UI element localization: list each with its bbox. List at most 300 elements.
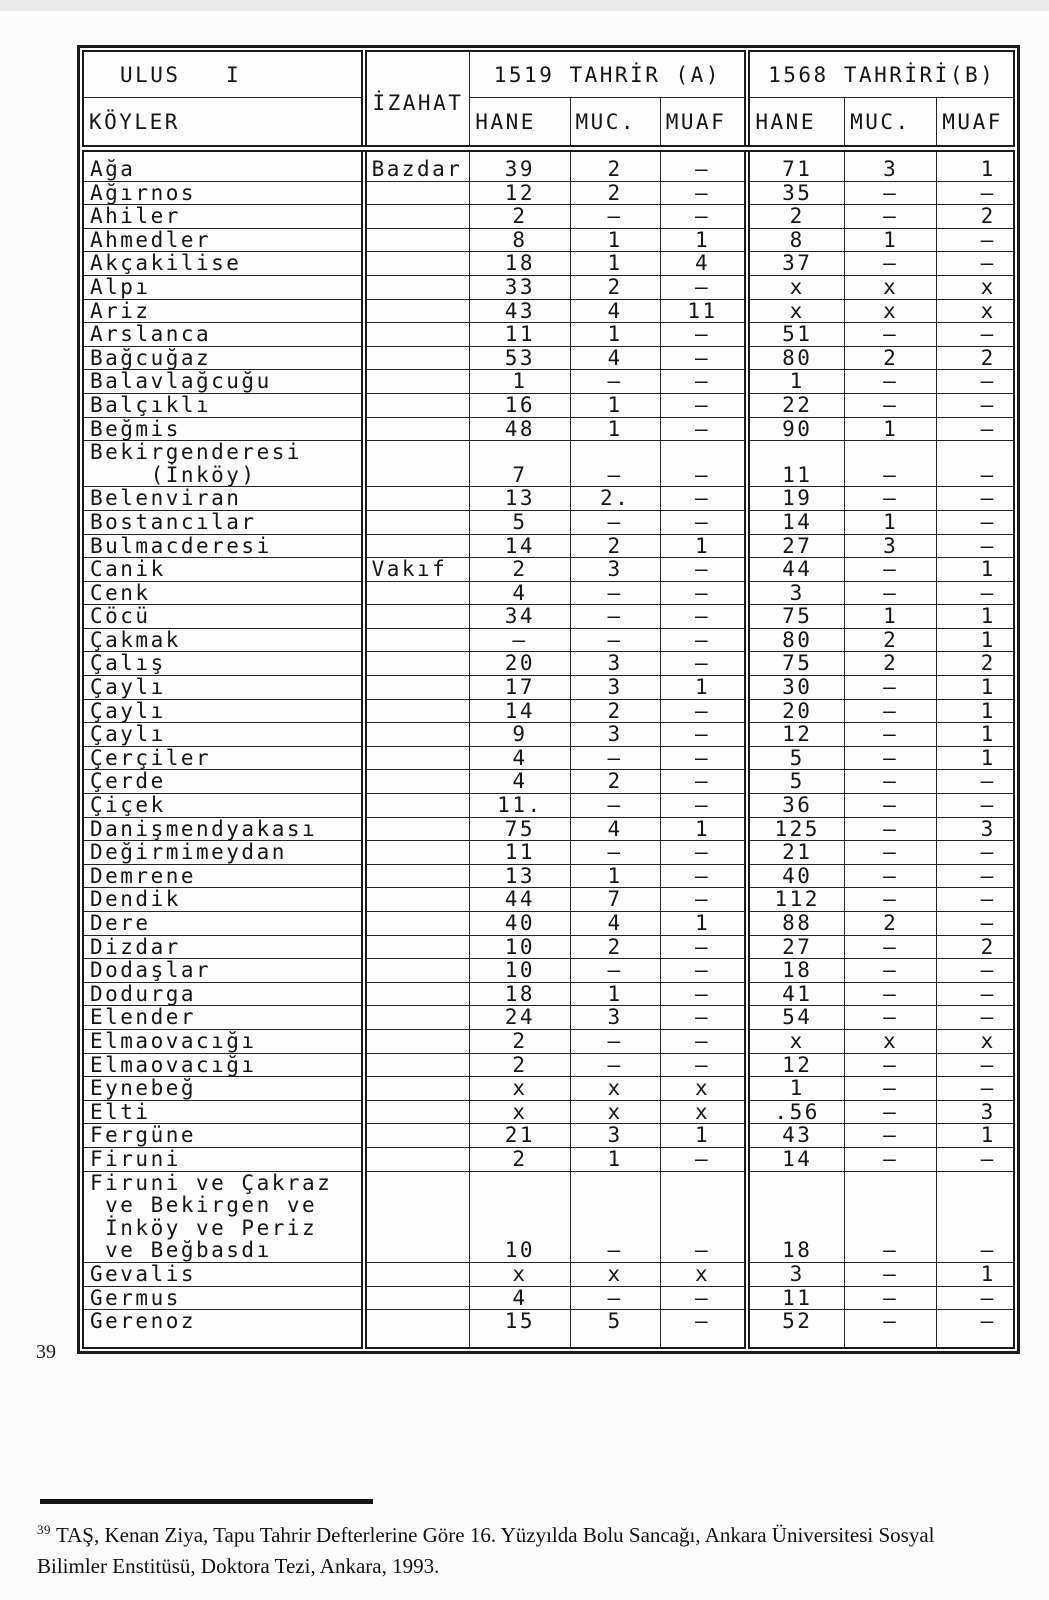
- muc-1519-cell: 4: [570, 912, 660, 936]
- izahat-cell: [364, 935, 470, 959]
- muaf-1519-cell: –: [660, 1147, 747, 1171]
- muaf-1519-cell: –: [660, 628, 747, 652]
- hane-1519-cell: 4: [470, 1286, 570, 1310]
- muaf-1568-cell: –: [937, 228, 1014, 252]
- table-row: [83, 323, 1014, 347]
- muc-1568-cell: –: [845, 1310, 937, 1348]
- izahat-cell: [364, 346, 470, 370]
- village-name: Firuni: [83, 1147, 364, 1171]
- table-row: [83, 652, 1014, 676]
- village-name: Dendik: [83, 888, 364, 912]
- muaf-1568-cell: 1: [937, 628, 1014, 652]
- muc-1519-cell: 2: [570, 699, 660, 723]
- column-header-hane-a: HANE: [470, 98, 570, 149]
- hane-1568-cell: 37: [747, 252, 844, 276]
- izahat-cell: [364, 1147, 470, 1171]
- muc-1568-cell: –: [845, 1262, 937, 1286]
- table-row: [83, 228, 1014, 252]
- muc-1519-cell: 2: [570, 770, 660, 794]
- hane-1568-cell: 75: [747, 652, 844, 676]
- hane-1568-cell: 27: [747, 534, 844, 558]
- muc-1568-cell: –: [845, 841, 937, 865]
- hane-1519-cell: 10: [470, 959, 570, 983]
- izahat-cell: [364, 676, 470, 700]
- village-name: Çaylı: [83, 723, 364, 747]
- hane-1568-cell: 12: [747, 723, 844, 747]
- muaf-1519-cell: x: [660, 1262, 747, 1286]
- hane-1568-cell: 2: [747, 205, 844, 229]
- muc-1568-cell: 3: [845, 149, 937, 182]
- izahat-cell: [364, 181, 470, 205]
- hane-1568-cell: 11: [747, 1286, 844, 1310]
- hane-1568-cell: 51: [747, 323, 844, 347]
- hane-1568-cell: 112: [747, 888, 844, 912]
- table-row: [83, 441, 1014, 487]
- muaf-1568-cell: 3: [937, 817, 1014, 841]
- hane-1519-cell: 11: [470, 841, 570, 865]
- izahat-cell: [364, 252, 470, 276]
- hane-1568-cell: 35: [747, 181, 844, 205]
- hane-1568-cell: 18: [747, 1171, 844, 1262]
- hane-1519-cell: 20: [470, 652, 570, 676]
- footnote-marker: 39: [37, 1522, 51, 1537]
- table-row: [83, 1310, 1014, 1348]
- column-header-muc-b: MUC.: [845, 98, 937, 149]
- village-name: Bekirgenderesi (İnköy): [83, 441, 364, 487]
- izahat-cell: [364, 888, 470, 912]
- hane-1519-cell: 48: [470, 417, 570, 441]
- table-row: [83, 888, 1014, 912]
- hane-1519-cell: 4: [470, 770, 570, 794]
- muc-1568-cell: –: [845, 1100, 937, 1124]
- muaf-1519-cell: –: [660, 1286, 747, 1310]
- muaf-1568-cell: –: [937, 1077, 1014, 1101]
- village-name: Alpı: [83, 275, 364, 299]
- hane-1568-cell: x: [747, 299, 844, 323]
- table-row: [83, 393, 1014, 417]
- village-name: Elti: [83, 1100, 364, 1124]
- izahat-cell: [364, 1262, 470, 1286]
- muaf-1519-cell: –: [660, 723, 747, 747]
- village-name: Bostancılar: [83, 510, 364, 534]
- hane-1568-cell: 41: [747, 982, 844, 1006]
- table-row: [83, 181, 1014, 205]
- column-header-izahat: İZAHAT: [364, 51, 470, 149]
- muaf-1568-cell: –: [937, 770, 1014, 794]
- muaf-1519-cell: –: [660, 149, 747, 182]
- muc-1568-cell: –: [845, 699, 937, 723]
- hane-1519-cell: 11: [470, 323, 570, 347]
- hane-1519-cell: 75: [470, 817, 570, 841]
- muaf-1568-cell: 1: [937, 746, 1014, 770]
- table-header: [83, 51, 1014, 149]
- table-row: [83, 935, 1014, 959]
- table-row: [83, 299, 1014, 323]
- muc-1568-cell: 1: [845, 417, 937, 441]
- muc-1519-cell: –: [570, 370, 660, 394]
- muaf-1568-cell: 1: [937, 1262, 1014, 1286]
- izahat-cell: [364, 864, 470, 888]
- muc-1568-cell: –: [845, 982, 937, 1006]
- muaf-1568-cell: 1: [937, 605, 1014, 629]
- village-name: Demrene: [83, 864, 364, 888]
- muaf-1519-cell: –: [660, 370, 747, 394]
- village-tax-register-table: [82, 50, 1015, 1349]
- muaf-1519-cell: –: [660, 558, 747, 582]
- village-name: Ariz: [83, 299, 364, 323]
- table-row: [83, 487, 1014, 511]
- table-row: [83, 370, 1014, 394]
- muc-1519-cell: x: [570, 1077, 660, 1101]
- village-name: Dodaşlar: [83, 959, 364, 983]
- muaf-1568-cell: 1: [937, 699, 1014, 723]
- muaf-1519-cell: –: [660, 181, 747, 205]
- izahat-cell: Bazdar: [364, 149, 470, 182]
- village-name: Çiçek: [83, 794, 364, 818]
- izahat-cell: [364, 1171, 470, 1262]
- muaf-1519-cell: –: [660, 441, 747, 487]
- muaf-1568-cell: 2: [937, 205, 1014, 229]
- hane-1519-cell: 43: [470, 299, 570, 323]
- muaf-1519-cell: –: [660, 581, 747, 605]
- table-header-row-groups: [83, 51, 1014, 98]
- table-row: [83, 676, 1014, 700]
- muaf-1568-cell: –: [937, 370, 1014, 394]
- izahat-cell: [364, 746, 470, 770]
- table-row: [83, 841, 1014, 865]
- village-name: Çaylı: [83, 676, 364, 700]
- muc-1519-cell: –: [570, 1029, 660, 1053]
- hane-1568-cell: 1: [747, 370, 844, 394]
- village-name: Dere: [83, 912, 364, 936]
- muc-1568-cell: –: [845, 581, 937, 605]
- muc-1568-cell: –: [845, 393, 937, 417]
- muaf-1568-cell: 2: [937, 935, 1014, 959]
- muc-1568-cell: x: [845, 1029, 937, 1053]
- hane-1519-cell: 13: [470, 487, 570, 511]
- hane-1519-cell: 7: [470, 441, 570, 487]
- village-name: Çerçiler: [83, 746, 364, 770]
- muaf-1519-cell: –: [660, 699, 747, 723]
- village-name: Beğmis: [83, 417, 364, 441]
- village-name: Elmaovacığı: [83, 1029, 364, 1053]
- muaf-1568-cell: –: [937, 534, 1014, 558]
- footnote-text-line1: TAŞ, Kenan Ziya, Tapu Tahrir Defterlerine Göre 16. Yüzyılda Bolu Sancağı, Ankara Üniversitesi Sosyal: [56, 1523, 935, 1547]
- hane-1519-cell: 12: [470, 181, 570, 205]
- hane-1519-cell: 17: [470, 676, 570, 700]
- muc-1568-cell: –: [845, 1171, 937, 1262]
- village-name: Belenviran: [83, 487, 364, 511]
- muc-1568-cell: –: [845, 935, 937, 959]
- table-row: [83, 746, 1014, 770]
- hane-1519-cell: 40: [470, 912, 570, 936]
- izahat-cell: [364, 817, 470, 841]
- izahat-cell: [364, 628, 470, 652]
- muc-1519-cell: –: [570, 794, 660, 818]
- table-row: [83, 1029, 1014, 1053]
- muaf-1568-cell: –: [937, 510, 1014, 534]
- muc-1568-cell: –: [845, 1124, 937, 1148]
- hane-1568-cell: 75: [747, 605, 844, 629]
- muc-1519-cell: –: [570, 205, 660, 229]
- village-name: Ağa: [83, 149, 364, 182]
- hane-1519-cell: 15: [470, 1310, 570, 1348]
- muaf-1519-cell: x: [660, 1100, 747, 1124]
- column-header-muaf-b: MUAF: [937, 98, 1014, 149]
- table-row: [83, 1147, 1014, 1171]
- village-name: Elmaovacığı: [83, 1053, 364, 1077]
- table-row: [83, 1006, 1014, 1030]
- table-row: [83, 1262, 1014, 1286]
- muaf-1519-cell: –: [660, 864, 747, 888]
- hane-1568-cell: 20: [747, 699, 844, 723]
- muaf-1519-cell: –: [660, 935, 747, 959]
- hane-1519-cell: 53: [470, 346, 570, 370]
- hane-1519-cell: 10: [470, 1171, 570, 1262]
- hane-1519-cell: 14: [470, 534, 570, 558]
- izahat-cell: [364, 1124, 470, 1148]
- izahat-cell: [364, 1286, 470, 1310]
- hane-1519-cell: 2: [470, 1147, 570, 1171]
- muc-1568-cell: –: [845, 252, 937, 276]
- muc-1519-cell: x: [570, 1262, 660, 1286]
- izahat-cell: [364, 1006, 470, 1030]
- muc-1568-cell: –: [845, 205, 937, 229]
- muc-1568-cell: –: [845, 794, 937, 818]
- muaf-1519-cell: 1: [660, 676, 747, 700]
- muaf-1568-cell: 2: [937, 346, 1014, 370]
- izahat-cell: [364, 441, 470, 487]
- hane-1568-cell: 71: [747, 149, 844, 182]
- hane-1519-cell: 44: [470, 888, 570, 912]
- table-row: [83, 605, 1014, 629]
- muc-1568-cell: –: [845, 888, 937, 912]
- hane-1568-cell: 90: [747, 417, 844, 441]
- izahat-cell: [364, 794, 470, 818]
- table-row: [83, 149, 1014, 182]
- muc-1568-cell: –: [845, 1077, 937, 1101]
- village-name: Cenk: [83, 581, 364, 605]
- muaf-1519-cell: 1: [660, 534, 747, 558]
- muc-1519-cell: 2: [570, 275, 660, 299]
- muc-1568-cell: 2: [845, 912, 937, 936]
- village-name: Dizdar: [83, 935, 364, 959]
- muc-1519-cell: 1: [570, 1147, 660, 1171]
- hane-1568-cell: 30: [747, 676, 844, 700]
- village-name: Ağırnos: [83, 181, 364, 205]
- muc-1519-cell: –: [570, 510, 660, 534]
- table-row: [83, 1077, 1014, 1101]
- table-row: [83, 723, 1014, 747]
- muaf-1519-cell: –: [660, 275, 747, 299]
- muaf-1568-cell: –: [937, 912, 1014, 936]
- muc-1519-cell: 4: [570, 299, 660, 323]
- hane-1519-cell: 24: [470, 1006, 570, 1030]
- hane-1568-cell: 8: [747, 228, 844, 252]
- muc-1568-cell: 2: [845, 346, 937, 370]
- village-name: Firuni ve Çakraz ve Bekirgen ve İnköy ve Periz ve Beğbasdı: [83, 1171, 364, 1262]
- muaf-1568-cell: –: [937, 1286, 1014, 1310]
- muc-1568-cell: –: [845, 676, 937, 700]
- hane-1568-cell: 52: [747, 1310, 844, 1348]
- muc-1519-cell: 1: [570, 252, 660, 276]
- muc-1568-cell: –: [845, 487, 937, 511]
- muc-1568-cell: –: [845, 959, 937, 983]
- izahat-cell: [364, 323, 470, 347]
- muaf-1568-cell: –: [937, 323, 1014, 347]
- muaf-1519-cell: 11: [660, 299, 747, 323]
- muaf-1568-cell: –: [937, 393, 1014, 417]
- hane-1519-cell: 9: [470, 723, 570, 747]
- izahat-cell: [364, 205, 470, 229]
- muc-1519-cell: 3: [570, 676, 660, 700]
- muc-1519-cell: –: [570, 441, 660, 487]
- village-name: Çakmak: [83, 628, 364, 652]
- izahat-cell: [364, 652, 470, 676]
- table-row: [83, 558, 1014, 582]
- table-row: [83, 205, 1014, 229]
- table-row: [83, 864, 1014, 888]
- hane-1519-cell: 2: [470, 205, 570, 229]
- muaf-1519-cell: –: [660, 605, 747, 629]
- muc-1568-cell: –: [845, 1006, 937, 1030]
- muaf-1519-cell: –: [660, 888, 747, 912]
- hane-1568-cell: 14: [747, 1147, 844, 1171]
- muaf-1568-cell: 1: [937, 149, 1014, 182]
- izahat-cell: [364, 299, 470, 323]
- muaf-1568-cell: 3: [937, 1100, 1014, 1124]
- page-number: 39: [36, 1341, 56, 1363]
- hane-1519-cell: 4: [470, 746, 570, 770]
- muaf-1568-cell: –: [937, 841, 1014, 865]
- izahat-cell: [364, 487, 470, 511]
- muaf-1568-cell: –: [937, 441, 1014, 487]
- hane-1519-cell: –: [470, 628, 570, 652]
- hane-1568-cell: 3: [747, 1262, 844, 1286]
- village-name: Canik: [83, 558, 364, 582]
- scan-edge-artifact: [0, 0, 1049, 11]
- muaf-1519-cell: –: [660, 746, 747, 770]
- table-row: [83, 982, 1014, 1006]
- hane-1519-cell: 39: [470, 149, 570, 182]
- muaf-1519-cell: 1: [660, 1124, 747, 1148]
- hane-1519-cell: 5: [470, 510, 570, 534]
- izahat-cell: [364, 723, 470, 747]
- village-name: Arslanca: [83, 323, 364, 347]
- muaf-1519-cell: –: [660, 1006, 747, 1030]
- village-name: Dodurga: [83, 982, 364, 1006]
- hane-1568-cell: 125: [747, 817, 844, 841]
- table-row: [83, 1171, 1014, 1262]
- muaf-1568-cell: 1: [937, 723, 1014, 747]
- izahat-cell: [364, 912, 470, 936]
- muaf-1519-cell: –: [660, 652, 747, 676]
- hane-1568-cell: 43: [747, 1124, 844, 1148]
- muaf-1568-cell: –: [937, 1171, 1014, 1262]
- muaf-1519-cell: 1: [660, 817, 747, 841]
- muc-1519-cell: –: [570, 1171, 660, 1262]
- hane-1568-cell: 80: [747, 346, 844, 370]
- village-name: Balçıklı: [83, 393, 364, 417]
- muc-1568-cell: –: [845, 746, 937, 770]
- hane-1568-cell: 44: [747, 558, 844, 582]
- hane-1568-cell: .56: [747, 1100, 844, 1124]
- muaf-1568-cell: –: [937, 581, 1014, 605]
- table-row: [83, 912, 1014, 936]
- muaf-1519-cell: 1: [660, 228, 747, 252]
- hane-1568-cell: 14: [747, 510, 844, 534]
- village-name: Cöcü: [83, 605, 364, 629]
- izahat-cell: [364, 841, 470, 865]
- muc-1519-cell: –: [570, 628, 660, 652]
- muc-1568-cell: –: [845, 864, 937, 888]
- table-row: [83, 794, 1014, 818]
- table-row: [83, 534, 1014, 558]
- izahat-cell: [364, 1077, 470, 1101]
- footnote-text-line2: Bilimler Enstitüsü, Doktora Tezi, Ankara, 1993.: [37, 1554, 440, 1578]
- table-row: [83, 770, 1014, 794]
- table-row: [83, 346, 1014, 370]
- village-name: Elender: [83, 1006, 364, 1030]
- hane-1519-cell: 18: [470, 982, 570, 1006]
- hane-1568-cell: 19: [747, 487, 844, 511]
- village-name: Gevalis: [83, 1262, 364, 1286]
- column-header-hane-b: HANE: [747, 98, 844, 149]
- table-row: [83, 628, 1014, 652]
- hane-1519-cell: 2: [470, 1053, 570, 1077]
- muaf-1519-cell: –: [660, 982, 747, 1006]
- muaf-1519-cell: –: [660, 1310, 747, 1348]
- muaf-1519-cell: x: [660, 1077, 747, 1101]
- hane-1519-cell: 10: [470, 935, 570, 959]
- izahat-cell: [364, 275, 470, 299]
- muc-1519-cell: 4: [570, 817, 660, 841]
- izahat-cell: [364, 581, 470, 605]
- muc-1568-cell: 2: [845, 628, 937, 652]
- hane-1568-cell: 40: [747, 864, 844, 888]
- hane-1519-cell: 1: [470, 370, 570, 394]
- izahat-cell: [364, 770, 470, 794]
- muc-1568-cell: –: [845, 1286, 937, 1310]
- muaf-1568-cell: –: [937, 1310, 1014, 1348]
- village-name: Gerenoz: [83, 1310, 364, 1348]
- muaf-1519-cell: –: [660, 841, 747, 865]
- table-row: [83, 1124, 1014, 1148]
- hane-1519-cell: 18: [470, 252, 570, 276]
- table-title-ulus: ULUS I: [83, 51, 364, 98]
- muaf-1519-cell: 4: [660, 252, 747, 276]
- muaf-1568-cell: –: [937, 252, 1014, 276]
- muc-1568-cell: –: [845, 817, 937, 841]
- muaf-1519-cell: –: [660, 417, 747, 441]
- column-header-muc-a: MUC.: [570, 98, 660, 149]
- izahat-cell: [364, 1310, 470, 1348]
- muaf-1568-cell: 1: [937, 558, 1014, 582]
- muc-1568-cell: –: [845, 770, 937, 794]
- muc-1519-cell: 1: [570, 323, 660, 347]
- hane-1568-cell: 88: [747, 912, 844, 936]
- muaf-1568-cell: –: [937, 864, 1014, 888]
- table-row: [83, 1100, 1014, 1124]
- hane-1519-cell: 34: [470, 605, 570, 629]
- hane-1519-cell: 4: [470, 581, 570, 605]
- muc-1519-cell: 3: [570, 723, 660, 747]
- hane-1519-cell: 8: [470, 228, 570, 252]
- hane-1568-cell: 12: [747, 1053, 844, 1077]
- table-row: [83, 817, 1014, 841]
- hane-1568-cell: 36: [747, 794, 844, 818]
- muc-1568-cell: –: [845, 370, 937, 394]
